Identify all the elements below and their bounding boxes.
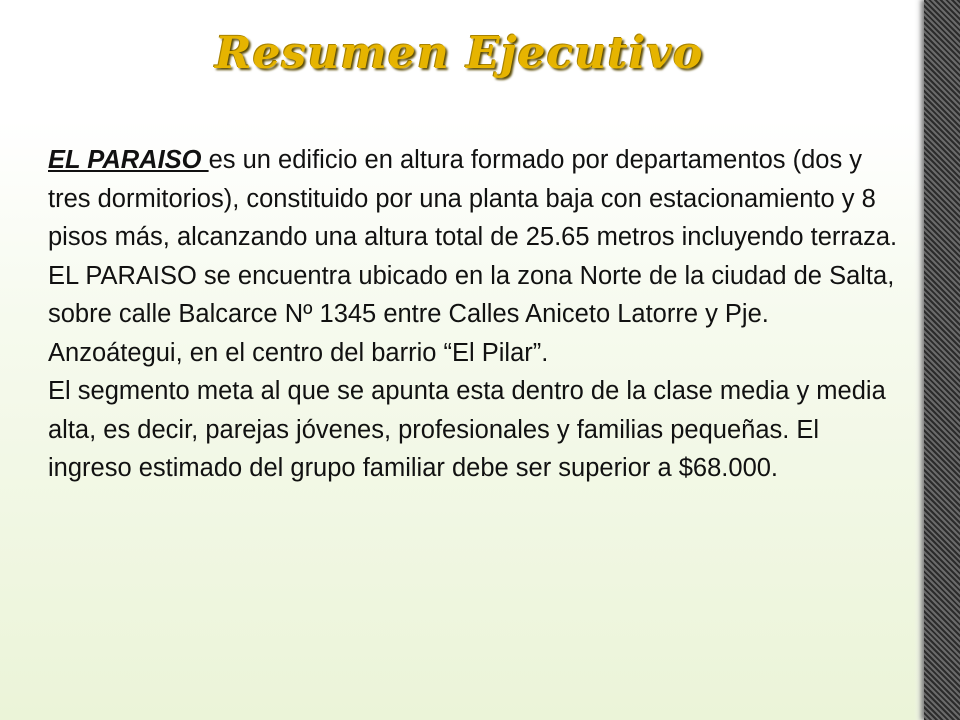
paragraph-building-description — [48, 141, 898, 257]
edge-highlight — [914, 0, 924, 720]
decorative-edge-strip — [924, 0, 960, 720]
slide-title: Resumen Ejecutivo — [215, 28, 704, 79]
paragraph-target-segment: El segmento meta al que se apunta esta dentro de la clase media y media alta, es decir, parejas jóvenes, profesionales y familias pequeñas. El ingreso estimado del grupo familiar debe ser superior a $68.000. — [48, 377, 886, 482]
paragraph-location: EL PARAISO se encuentra ubicado en la zona Norte de la ciudad de Salta, sobre calle Balcarce Nº 1345 entre Calles Aniceto Latorre y Pje. Anzoátegui, en el centro del barrio “El Pilar”. — [48, 261, 895, 367]
paragraph-text: es un edificio en altura formado por departamentos (dos y tres dormitorios), constituido por una planta baja con estacionamiento y 8 pisos más, alcanzando una altura total de 25.65 metros incluyendo terraza. — [48, 146, 898, 251]
slide-body — [48, 141, 898, 488]
building-name-emphasis: EL PARAISO — [48, 146, 209, 174]
